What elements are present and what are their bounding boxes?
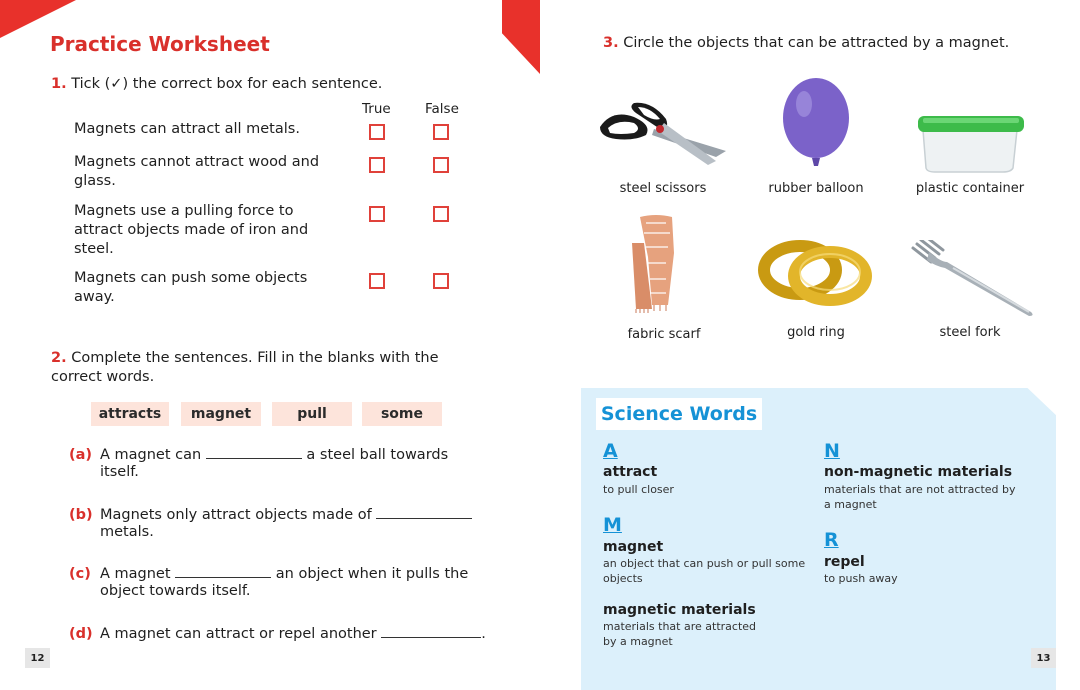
false-checkbox-2[interactable] — [433, 157, 449, 173]
definition-attract: to pull closer — [603, 483, 674, 496]
statement-1: Magnets can attract all metals. — [74, 121, 300, 137]
page-title: Practice Worksheet — [50, 32, 270, 56]
letter-heading-a: A — [603, 440, 618, 462]
term-non-magnetic-materials: non-magnetic materials — [824, 464, 1013, 480]
rubber-balloon-image[interactable] — [776, 76, 856, 176]
fabric-scarf-image[interactable] — [622, 213, 692, 313]
plastic-container-image[interactable] — [913, 108, 1028, 173]
true-column-header: True — [362, 101, 391, 117]
steel-fork-image[interactable] — [905, 240, 1040, 320]
blank-line[interactable] — [376, 507, 472, 519]
term-repel: repel — [824, 554, 865, 570]
object-caption: rubber balloon — [768, 181, 864, 196]
false-column-header: False — [425, 101, 459, 117]
science-words-title: Science Words — [596, 398, 762, 430]
question-3-instruction: 3. Circle the objects that can be attracted by a magnet. — [603, 35, 1010, 51]
word-bank-item: some — [362, 402, 442, 426]
true-checkbox-3[interactable] — [369, 206, 385, 222]
blank-line[interactable] — [381, 626, 481, 638]
gold-ring-image[interactable] — [758, 234, 873, 309]
false-checkbox-4[interactable] — [433, 273, 449, 289]
letter-heading-r: R — [824, 529, 839, 551]
letter-heading-n: N — [824, 440, 840, 462]
term-magnetic-materials: magnetic materials — [603, 602, 756, 618]
object-caption: steel fork — [939, 325, 1001, 340]
object-caption: fabric scarf — [627, 327, 701, 342]
true-checkbox-2[interactable] — [369, 157, 385, 173]
sentence-d: (d) A magnet can attract or repel another . — [69, 626, 486, 642]
object-caption: plastic container — [915, 181, 1025, 196]
question-1-instruction: 1. Tick (✓) the correct box for each sentence. — [51, 76, 383, 92]
true-checkbox-4[interactable] — [369, 273, 385, 289]
definition-non-magnetic-materials: materials that are not attracted by a magnet — [824, 483, 1016, 511]
false-checkbox-3[interactable] — [433, 206, 449, 222]
page-number-right: 13 — [1031, 648, 1056, 668]
definition-magnetic-materials: materials that are attracted by a magnet — [603, 620, 757, 648]
word-bank-item: pull — [272, 402, 352, 426]
question-2-instruction: 2. Complete the sentences. Fill in the blanks with the correct words. — [51, 350, 439, 385]
page-number-left: 12 — [25, 648, 50, 668]
sentence-c: (c) A magnet an object when it pulls the object towards itself. — [69, 566, 469, 599]
red-tab-decoration — [502, 0, 540, 74]
object-caption: gold ring — [787, 325, 845, 340]
object-caption: steel scissors — [619, 181, 707, 196]
statement-3: Magnets use a pulling force to attract objects made of iron and steel. — [74, 203, 309, 257]
blank-line[interactable] — [206, 447, 302, 459]
steel-scissors-image[interactable] — [594, 95, 734, 175]
term-attract: attract — [603, 464, 658, 480]
definition-repel: to push away — [824, 572, 898, 585]
letter-heading-m: M — [603, 514, 622, 536]
statement-4: Magnets can push some objects away. — [74, 270, 308, 305]
word-bank-item: magnet — [181, 402, 261, 426]
statement-2: Magnets cannot attract wood and glass. — [74, 154, 320, 189]
blank-line[interactable] — [175, 566, 271, 578]
false-checkbox-1[interactable] — [433, 124, 449, 140]
sentence-a: (a) A magnet can a steel ball towards itself. — [69, 447, 449, 480]
definition-magnet: an object that can push or pull some objects — [603, 557, 806, 585]
term-magnet: magnet — [603, 539, 664, 555]
true-checkbox-1[interactable] — [369, 124, 385, 140]
word-bank-item: attracts — [91, 402, 169, 426]
sentence-b: (b) Magnets only attract objects made of metals. — [69, 507, 489, 541]
